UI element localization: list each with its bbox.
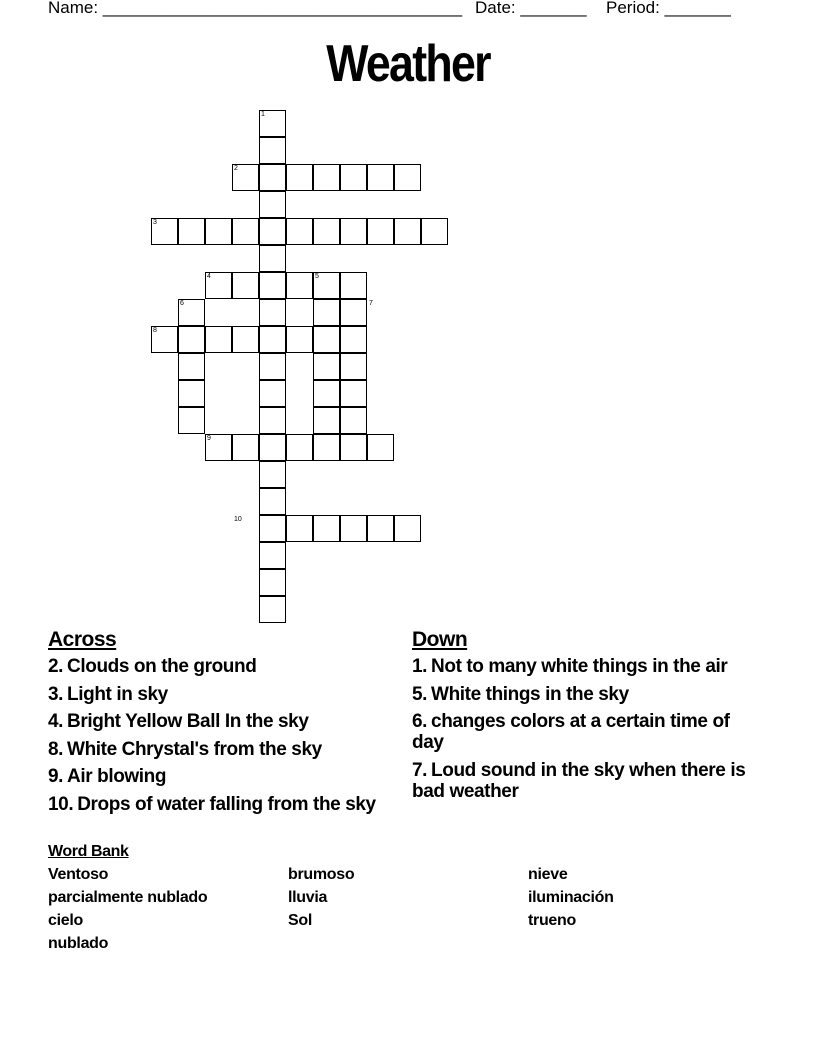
clue-number: 4: [207, 273, 211, 280]
clue-label-number: 9.: [48, 766, 64, 787]
down-clues: [412, 628, 752, 808]
clue-label-number: 7.: [412, 759, 428, 781]
grid-cell[interactable]: [313, 218, 340, 245]
grid-cell[interactable]: [340, 164, 367, 191]
down-clue: [412, 711, 752, 753]
clue-text: Bright Yellow Ball In the sky: [67, 711, 309, 732]
date-field[interactable]: Date: _______: [475, 0, 587, 17]
grid-cell[interactable]: [259, 407, 286, 434]
clue-label-number: 5.: [412, 683, 428, 705]
grid-cell[interactable]: [286, 515, 313, 542]
clue-text: changes colors at a certain time of day: [412, 711, 730, 753]
grid-cell[interactable]: [232, 326, 259, 353]
grid-cell[interactable]: [259, 569, 286, 596]
word-bank-item: Sol: [288, 912, 312, 929]
grid-cell[interactable]: [259, 596, 286, 623]
word-bank-title: Word Bank: [48, 843, 129, 860]
grid-cell[interactable]: [178, 407, 205, 434]
grid-cell[interactable]: [313, 326, 340, 353]
word-bank-item: trueno: [528, 912, 576, 929]
grid-cell[interactable]: [259, 380, 286, 407]
grid-cell[interactable]: [421, 218, 448, 245]
across-clue: [48, 766, 398, 787]
clue-number: 3: [153, 219, 157, 226]
clue-text: Drops of water falling from the sky: [77, 793, 376, 815]
grid-cell[interactable]: [313, 299, 340, 326]
grid-cell[interactable]: [340, 515, 367, 542]
grid-cell[interactable]: [259, 137, 286, 164]
clue-label-number: 10.: [48, 793, 74, 815]
across-clue: [48, 711, 398, 732]
grid-cell[interactable]: [394, 218, 421, 245]
grid-cell[interactable]: [232, 434, 259, 461]
clue-label-number: 3.: [48, 683, 64, 705]
grid-cell[interactable]: [394, 164, 421, 191]
word-bank-item: Ventoso: [48, 866, 109, 883]
clue-label-number: 8.: [48, 738, 64, 760]
word-bank-item: iluminación: [528, 889, 614, 906]
clue-text: Light in sky: [67, 683, 168, 705]
grid-cell[interactable]: [340, 407, 367, 434]
grid-cell[interactable]: [259, 191, 286, 218]
clue-text: Loud sound in the sky when there is bad weather: [412, 759, 746, 802]
grid-cell[interactable]: [367, 515, 394, 542]
page-title: Weather: [326, 35, 490, 93]
clue-number: 5: [315, 273, 319, 280]
across-clue: [48, 656, 398, 677]
grid-cell[interactable]: [232, 272, 259, 299]
grid-cell[interactable]: [259, 434, 286, 461]
clue-text: Clouds on the ground: [67, 656, 257, 677]
word-bank-item: cielo: [48, 912, 83, 929]
grid-cell[interactable]: [340, 218, 367, 245]
word-bank-item: nublado: [48, 935, 109, 952]
grid-cell[interactable]: [259, 245, 286, 272]
grid-cell[interactable]: [259, 272, 286, 299]
grid-cell[interactable]: [340, 434, 367, 461]
clue-label-number: 6.: [412, 711, 428, 732]
grid-cell[interactable]: [259, 326, 286, 353]
grid-cell[interactable]: [286, 272, 313, 299]
grid-cell[interactable]: [259, 542, 286, 569]
grid-cell[interactable]: [367, 434, 394, 461]
grid-cell[interactable]: [286, 164, 313, 191]
across-clue: [48, 794, 398, 815]
across-clue: [48, 739, 398, 760]
word-bank-item: lluvia: [288, 889, 328, 906]
clue-number: 2: [234, 165, 238, 172]
grid-cell[interactable]: [340, 353, 367, 380]
word-bank-item: brumoso: [288, 866, 355, 883]
grid-cell[interactable]: [394, 515, 421, 542]
grid-cell[interactable]: [313, 353, 340, 380]
grid-cell[interactable]: [340, 299, 367, 326]
down-clue: [412, 656, 752, 677]
word-bank-item: nieve: [528, 866, 568, 883]
grid-cell[interactable]: [178, 380, 205, 407]
word-bank-item: parcialmente nublado: [48, 889, 208, 906]
grid-cell[interactable]: [340, 272, 367, 299]
clue-number: 6: [180, 300, 184, 307]
grid-cell[interactable]: [178, 326, 205, 353]
clue-number: 7: [369, 300, 373, 307]
grid-cell[interactable]: [286, 434, 313, 461]
clue-label-number: 2.: [48, 656, 64, 677]
across-heading: Across: [48, 628, 117, 651]
grid-cell[interactable]: [205, 326, 232, 353]
grid-cell[interactable]: [259, 353, 286, 380]
grid-cell[interactable]: [259, 461, 286, 488]
period-field[interactable]: Period: _______: [606, 0, 731, 17]
grid-cell[interactable]: [313, 164, 340, 191]
clue-number: 9: [207, 435, 211, 442]
clue-number: 8: [153, 327, 157, 334]
grid-cell[interactable]: [259, 164, 286, 191]
grid-cell[interactable]: [340, 380, 367, 407]
grid-cell[interactable]: [340, 326, 367, 353]
grid-cell[interactable]: [178, 218, 205, 245]
clue-text: White Chrystal's from the sky: [67, 738, 322, 760]
clue-number: 10: [234, 516, 242, 523]
down-clue: [412, 684, 752, 705]
grid-cell[interactable]: [286, 326, 313, 353]
clue-text: Air blowing: [67, 766, 167, 787]
clue-text: Not to many white things in the air: [431, 656, 728, 677]
grid-cell[interactable]: [313, 380, 340, 407]
grid-cell[interactable]: [313, 434, 340, 461]
name-field[interactable]: Name: ______________________________________: [48, 0, 463, 17]
clue-label-number: 4.: [48, 711, 64, 732]
grid-cell[interactable]: [313, 407, 340, 434]
grid-cell[interactable]: [286, 218, 313, 245]
grid-cell[interactable]: [367, 164, 394, 191]
clue-label-number: 1.: [412, 656, 428, 677]
across-clue: [48, 684, 398, 705]
grid-cell[interactable]: [259, 515, 286, 542]
down-clue: [412, 760, 752, 802]
clue-text: White things in the sky: [431, 683, 629, 705]
grid-cell[interactable]: [205, 218, 232, 245]
down-heading: Down: [412, 628, 468, 651]
clue-number: 1: [261, 111, 265, 118]
grid-cell[interactable]: [259, 488, 286, 515]
grid-cell[interactable]: [232, 218, 259, 245]
grid-cell[interactable]: [178, 353, 205, 380]
grid-cell[interactable]: [313, 515, 340, 542]
grid-cell[interactable]: [259, 218, 286, 245]
grid-cell[interactable]: [259, 299, 286, 326]
across-clues: [48, 628, 398, 821]
grid-cell[interactable]: [367, 218, 394, 245]
